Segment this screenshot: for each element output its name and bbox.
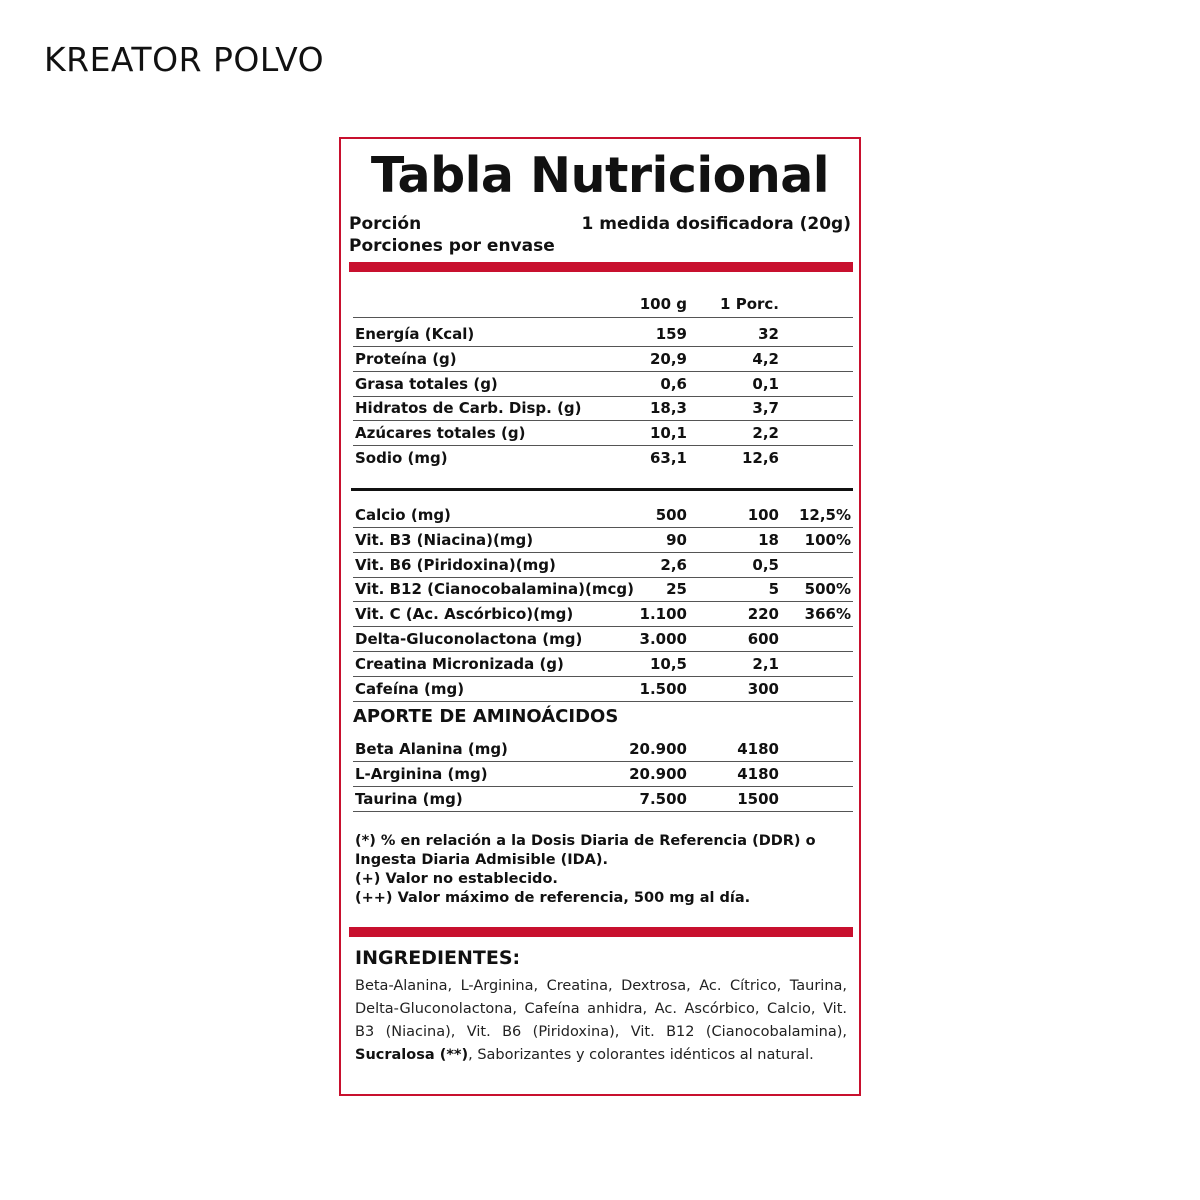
bottom-divider [349,927,853,937]
nutrition-row [353,322,853,347]
value-portion: 2,1 [752,654,779,673]
nutrition-panel [339,137,861,1096]
value-portion: 4,2 [752,349,779,368]
ingredients-title: INGREDIENTES: [355,947,521,969]
ingredients-text-part: Beta-Alanina, L-Arginina, Creatina, Dextrosa, Ac. Cítrico, Taurina, Delta-Gluconolactona, Cafeína anhidra, Ac. Ascórbico, Calcio, Vit. B3 (Niacina), Vit. B6 (Piridoxina), Vit. B12 (Cianocobalamina), [355,978,847,1040]
nutrient-label: Azúcares totales (g) [355,424,526,443]
value-portion: 18 [758,530,779,549]
nutrient-label: Grasa totales (g) [355,374,498,393]
value-portion: 5 [768,580,779,599]
nutrient-label: L-Arginina (mg) [355,764,488,783]
value-100g: 63,1 [649,449,687,467]
value-100g: 500 [655,506,687,524]
nutrition-row [353,372,853,397]
nutrition-row [353,347,853,372]
value-100g: 7.500 [639,789,687,808]
nutrient-label: Creatina Micronizada (g) [355,654,564,673]
value-100g: 10,1 [649,424,687,443]
nutrient-label: Calcio (mg) [355,506,451,524]
servings-label: Porciones por envase [349,236,555,256]
nutrient-label: Vit. C (Ac. Ascórbico)(mg) [355,605,574,624]
value-percent: 500% [804,580,851,599]
nutrient-label: Proteína (g) [355,349,457,368]
portion-label: Porción [349,214,422,234]
value-portion: 300 [747,679,779,698]
value-percent: 100% [804,530,851,549]
footnote-line: (++) Valor máximo de referencia, 500 mg al día. [355,890,751,906]
micronutrient-row [353,677,853,702]
value-portion: 32 [758,325,779,343]
value-portion: 100 [747,506,779,524]
serving-info [349,213,851,257]
top-divider [349,262,853,272]
value-portion: 600 [747,630,779,648]
value-percent: 366% [804,605,851,624]
footnotes [355,832,845,908]
nutrient-label: Hidratos de Carb. Disp. (g) [355,399,582,418]
nutrient-label: Taurina (mg) [355,789,463,808]
footnote-line: Ingesta Diaria Admisible (IDA). [355,852,608,868]
column-portion: 1 Porc. [720,295,779,313]
column-100g: 100 g [639,295,687,313]
value-portion: 1500 [737,789,779,808]
nutrient-label: Energía (Kcal) [355,325,475,343]
value-100g: 20,9 [649,349,687,368]
nutrient-label: Vit. B12 (Cianocobalamina)(mcg) [355,580,634,599]
value-100g: 20.900 [629,764,687,783]
ingredients-sweetener: Sucralosa (**) [355,1047,469,1063]
column-header [353,293,853,318]
ingredients-text [355,975,847,1067]
product-title: KREATOR POLVO [44,40,325,79]
value-100g: 0,6 [660,374,687,393]
value-100g: 18,3 [649,399,687,418]
value-100g: 10,5 [649,654,687,673]
value-100g: 1.100 [639,605,687,624]
value-100g: 2,6 [660,555,687,574]
value-100g: 3.000 [639,630,687,648]
micronutrient-row [353,627,853,652]
nutrient-label: Sodio (mg) [355,449,448,467]
micronutrient-row [353,577,853,602]
micronutrient-row [353,602,853,627]
amino-row [353,737,853,762]
value-portion: 12,6 [741,449,779,467]
amino-row [353,762,853,787]
panel-title: Tabla Nutricional [370,147,830,204]
value-100g: 90 [666,530,687,549]
amino-row [353,787,853,812]
amino-section-title: APORTE DE AMINOÁCIDOS [353,706,619,727]
micronutrient-row [353,652,853,677]
value-portion: 0,5 [752,555,779,574]
portion-value: 1 medida dosificadora (20g) [581,214,851,234]
value-portion: 4180 [737,764,779,783]
value-100g: 159 [655,325,687,343]
nutrient-label: Vit. B3 (Niacina)(mg) [355,530,534,549]
value-100g: 1.500 [639,679,687,698]
value-portion: 220 [747,605,779,624]
nutrition-row [353,446,853,470]
micronutrient-row [353,553,853,578]
value-100g: 20.900 [629,740,687,758]
value-portion: 2,2 [752,424,779,443]
value-100g: 25 [666,580,687,599]
nutrient-label: Cafeína (mg) [355,679,465,698]
footnote-line: (*) % en relación a la Dosis Diaria de Referencia (DDR) o [355,833,816,849]
footnote-line: (+) Valor no establecido. [355,871,558,887]
nutrition-row [353,421,853,446]
micronutrient-row [353,528,853,553]
value-portion: 3,7 [752,399,779,418]
value-portion: 4180 [737,740,779,758]
section-divider [351,488,853,491]
nutrient-label: Beta Alanina (mg) [355,740,508,758]
nutrition-row [353,396,853,421]
micronutrient-row [353,503,853,528]
value-percent: 12,5% [798,506,851,524]
nutrient-label: Vit. B6 (Piridoxina)(mg) [355,555,556,574]
ingredients-text-part: , Saborizantes y colorantes idénticos al natural. [468,1047,814,1063]
nutrient-label: Delta-Gluconolactona (mg) [355,630,583,648]
value-portion: 0,1 [752,374,779,393]
